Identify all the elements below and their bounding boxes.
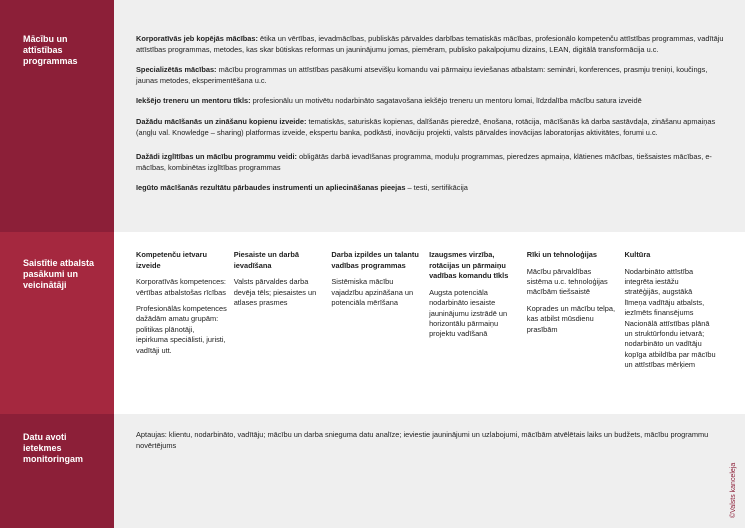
- support-column-text: Augsta potenciāla nodarbināto iesaiste jauninājumu izstrādē un horizontālu pārmaiņu projektu vadīšanā: [429, 287, 508, 339]
- data-label: Datu avoti ietekmes monitoringam: [0, 414, 114, 528]
- credit-container: [727, 418, 739, 518]
- support-column: [234, 250, 332, 377]
- support-column-title: Izaugsmes virzība, rotācijas un pārmaiņu vadības komandu tīkls: [429, 250, 509, 281]
- program-item-title: Korporatīvās jeb kopējās mācības:: [136, 34, 258, 43]
- program-item-text: profesionālu un motivētu nodarbināto sagatavošana iekšējo treneru un mentoru lomai, līdzdalība mācību satura izveidē: [250, 96, 642, 106]
- program-item: [136, 183, 731, 194]
- program-item-text: mācību programmas un attīstības pasākumi atsevišķu komandu vai pārmaiņu ieviešanas atbalstam: semināri, konferences, prasmju treniņi, koučings, jaunas metodes, eksperimentēšana u.c.: [136, 65, 708, 85]
- support-content: [114, 232, 745, 414]
- program-item-title: Iekšējo treneru un mentoru tīkls:: [136, 96, 251, 106]
- programs-content: [114, 0, 745, 232]
- support-column: [331, 250, 429, 377]
- programs-row: [0, 0, 745, 232]
- program-item: [136, 65, 731, 86]
- support-column-text: Korporatīvās kompetences: vērtības atbalstošas rīcības: [136, 277, 226, 297]
- support-column-title: Darba izpildes un talantu vadības programmas: [331, 250, 419, 270]
- program-item-title: Dažādu mācīšanās un zināšanu kopienu izveide:: [136, 116, 307, 126]
- support-column-title: Rīki un tehnoloģijas: [526, 250, 597, 259]
- support-column: [429, 250, 527, 377]
- support-column-title: Kultūra: [624, 250, 651, 259]
- program-item-text: tematiskās, saturiskās kopienas, dalīšanās pieredzē, ēnošana, rotācija, mācīšanās kā darba sastāvdaļa, zināšanu apmaiņas (angļu val. Knowledge – sharing) platformas izveide, ekspertu banka, podkāsti, inovāciju projekti, valsts pārvaldes inovācijas laboratorijas aktivitātes, forumi u.c.: [136, 116, 716, 137]
- support-column: [527, 250, 625, 377]
- program-item: [136, 96, 731, 107]
- support-row: [0, 232, 745, 414]
- program-item: [136, 117, 731, 138]
- support-column-title: Piesaiste un darbā ievadīšana: [233, 250, 299, 270]
- support-column-title: Kompetenču ietvaru izveide: [136, 250, 208, 270]
- support-column-text: Valsts pārvaldes darba devēja tēls; piesaistes un atlases prasmes: [233, 277, 317, 307]
- program-item-text: obligātās darbā ievadīšanas programma, moduļu programmas, pieredzes apmaiņa, klātienes mācības, tiešsaistes mācības, e-mācības, kombinētas izglītības programmas: [136, 152, 712, 172]
- programs-label: Mācību un attīstības programmas: [0, 0, 114, 232]
- program-item: [136, 152, 731, 173]
- support-column-text: Nodarbināto attīstība integrēta iestāžu stratēģijās, augstākā līmeņa vadītāju atbalsts, iezīmēts finansējums Nacionālā attīstības plānā un struktūrfondu ietvarā; nodarbināto un vadītāju kopīga atbildība par mācību un attīstības mērķiem: [624, 266, 716, 370]
- program-item-title: Dažādi izglītības un mācību programmu veidi:: [136, 152, 297, 162]
- program-item-title: Iegūto mācīšanās rezultātu pārbaudes instrumenti un apliecināšanas pieejas: [136, 183, 406, 193]
- program-item-title: Specializētās mācības:: [136, 65, 217, 75]
- program-item-text: ētika un vērtības, ievadmācības, publiskās pārvaldes darbības tematiskās mācības, profesionālo kompetenču attīstības programmas, vadītāju attīstības programmas, metodes, kas skar būtiskas reformas un jauninājumu jomas, piemēram, publisko pakalpojumu dizains, LEAN, digitālā transformācija u.c.: [136, 34, 724, 54]
- support-columns: [136, 250, 737, 377]
- program-item: [136, 34, 731, 55]
- support-column: [624, 250, 722, 377]
- data-sources-text: Aptaujas: klientu, nodarbināto, vadītāju; mācību un darba snieguma datu analīze; ieviestie jauninājumi un uzlabojumi, mācībām atvēlētais laiks un budžets, mācību programmu novērtējums: [136, 430, 709, 450]
- support-label: Saistītie atbalsta pasākumi un veicinātāji: [0, 232, 114, 414]
- credit-text: ©Valsts kanceleja: [730, 462, 737, 518]
- program-item-text: – testi, sertifikācija: [405, 183, 468, 193]
- data-row: [0, 414, 745, 528]
- support-column: [136, 250, 234, 377]
- support-column-text: Sistēmiska mācību vajadzību apzināšana un potenciāla mērīšana: [331, 277, 414, 307]
- support-column-text: Mācību pārvaldības sistēma u.c. tehnoloģijas mācībām tiešsaistē: [526, 266, 608, 297]
- data-content: [114, 414, 745, 528]
- support-column-text: Profesionālās kompetences dažādām amatu grupām: politikas plānotāji, iepirkuma speciālisti, juristi, vadītāji utt.: [136, 304, 227, 355]
- support-column-text: Koprades un mācību telpa, kas atbilst mūsdienu prasībām: [526, 303, 616, 334]
